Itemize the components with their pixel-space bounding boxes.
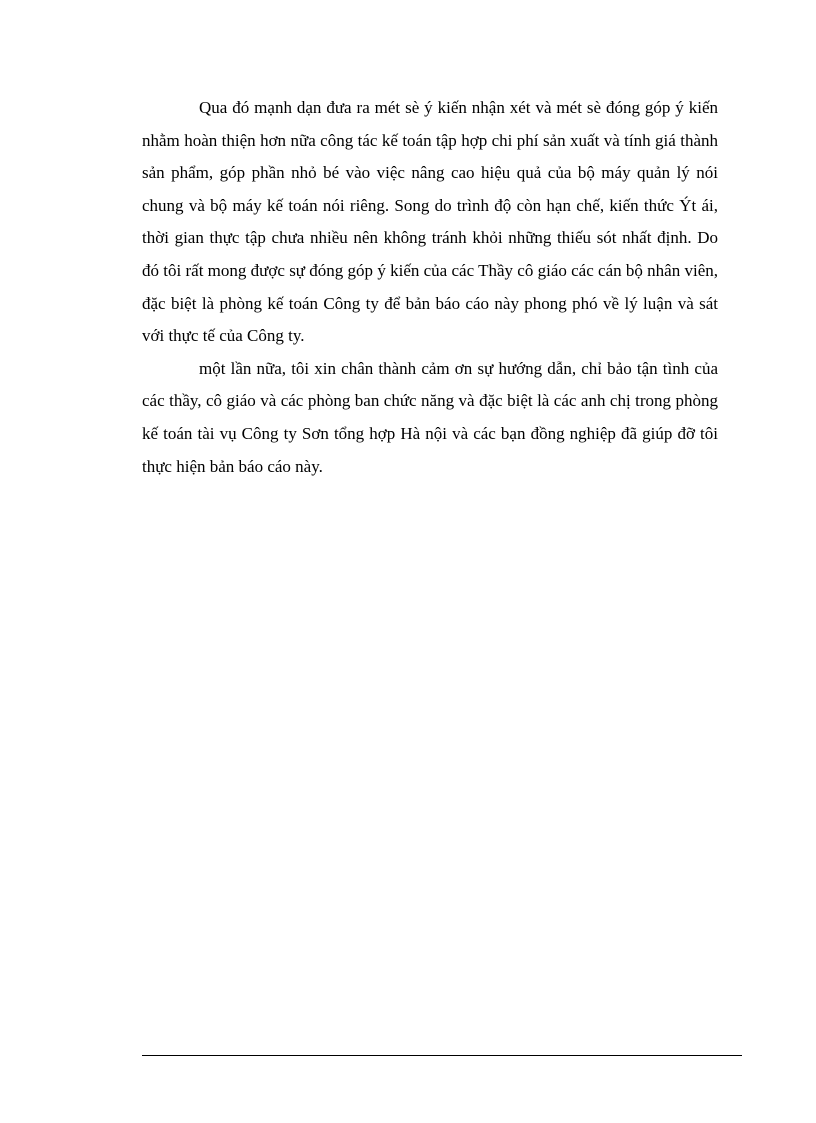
footer-divider — [142, 1055, 742, 1056]
paragraph-2: một lần nữa, tôi xin chân thành cảm ơn sự hướng dẫn, chỉ bảo tận tình của các thầy, cô giáo và các phòng ban chức năng và đặc biệt là các anh chị trong phòng kế toán tài vụ Công ty Sơn tổng hợp Hà nội và các bạn đồng nghiệp đã giúp đỡ tôi thực hiện bản báo cáo này. — [142, 358, 718, 476]
body-text — [142, 92, 718, 483]
paragraph-1: Qua đó mạnh dạn đưa ra mét sè ý kiến nhận xét và mét sè đóng góp ý kiến nhằm hoàn thiện hơn nữa công tác kế toán tập hợp chi phí sản xuất và tính giá thành sản phẩm, góp phần nhỏ bé vào việc nâng cao hiệu quả của bộ máy quản lý nói chung và bộ máy kế toán nói riêng. Song do trình độ còn hạn chế, kiến thức Ýt ái, thời gian thực tập chưa nhiều nên không tránh khỏi những thiếu sót nhất định. Do đó tôi rất mong được sự đóng góp ý kiến của các Thầy cô giáo các cán bộ nhân viên, đặc biệt là phòng kế toán Công ty để bản báo cáo này phong phó về lý luận và sát với thực tế của Công ty. — [142, 98, 718, 346]
